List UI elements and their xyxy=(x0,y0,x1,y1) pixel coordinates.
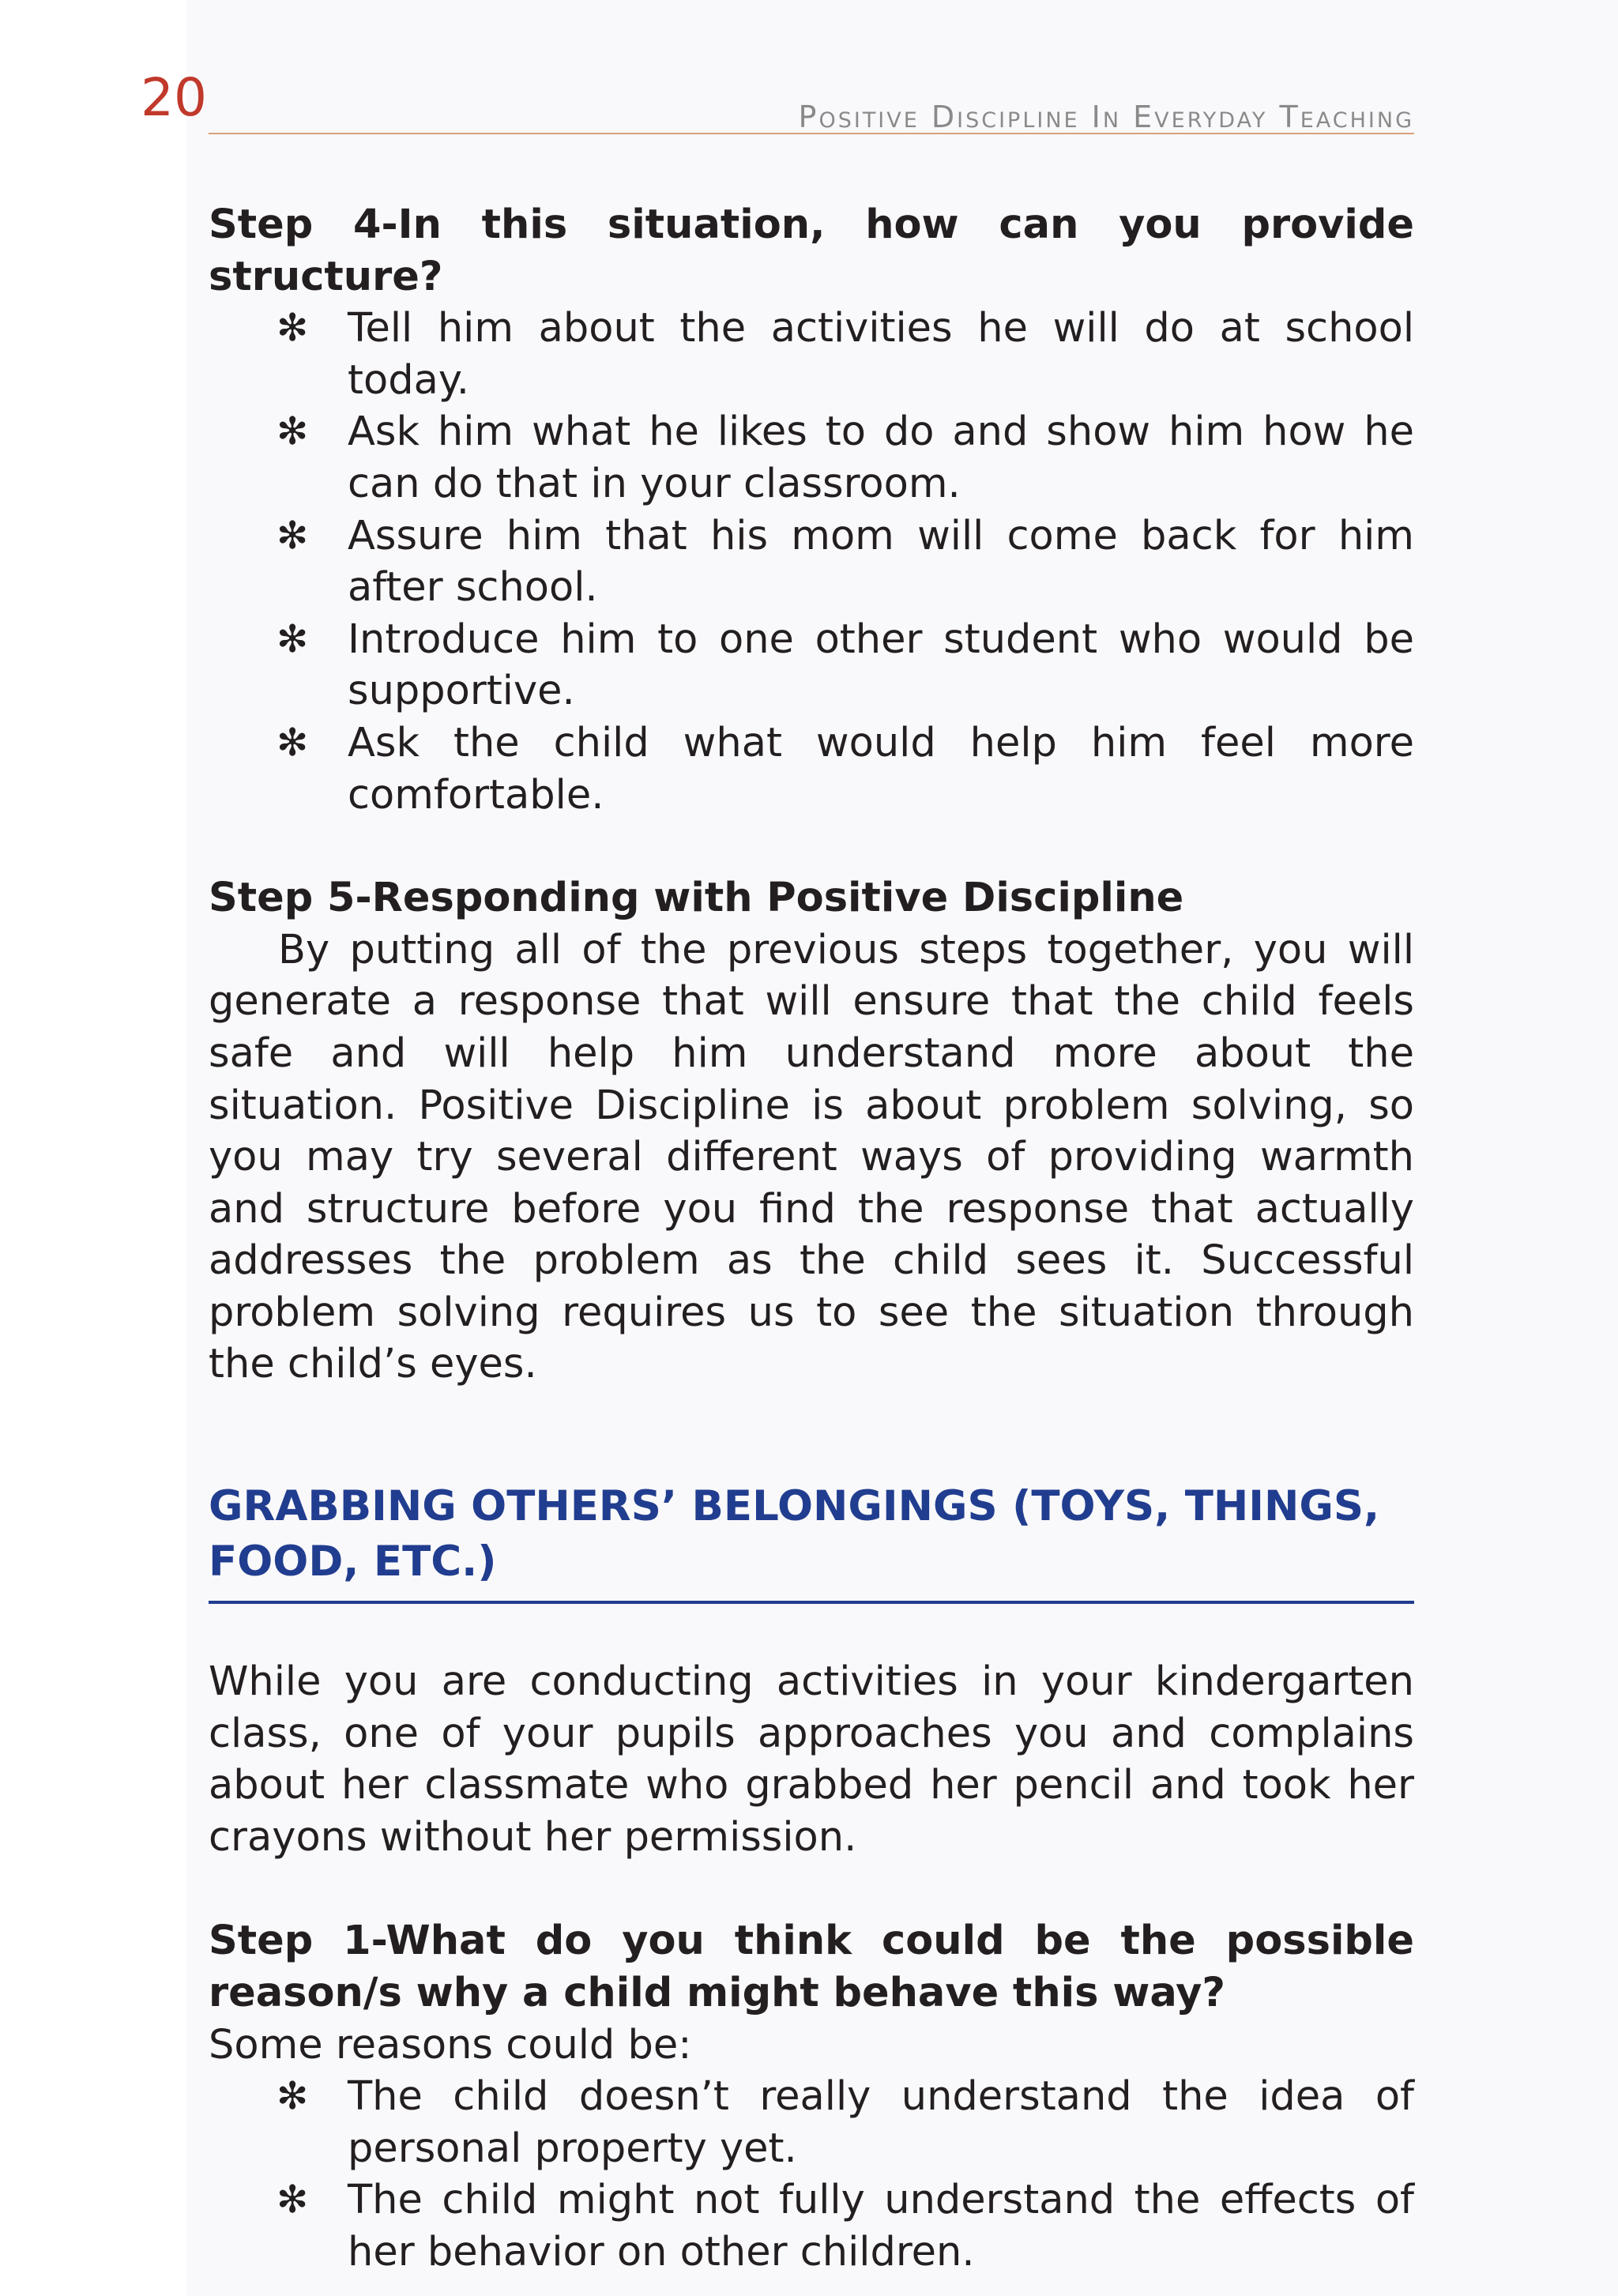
list-item-text: Ask the child what would help him feel more comfortable. xyxy=(348,719,1414,819)
section-title: GRABBING OTHERS’ BELONGINGS (TOYS, THINGS, FOOD, ETC.) xyxy=(209,1479,1414,1604)
list-item-text: Ask him what he likes to do and show him how he can do that in your classroom. xyxy=(348,408,1414,507)
list-item xyxy=(209,717,1414,821)
page-number: 20 xyxy=(141,67,207,128)
spacer xyxy=(209,1391,1414,1479)
bullet-asterisk-icon: ✻ xyxy=(277,2177,309,2223)
list-item xyxy=(209,303,1414,406)
list-item xyxy=(209,614,1414,717)
running-title: Positive Discipline In Everyday Teaching xyxy=(798,100,1414,134)
step5-body: By putting all of the previous steps together, you will generate a response that will ensure that the child feels safe and will help him understand more about the situation. Positive Discipline is about problem solving, so you may try several different ways of providing warmth and structure before you find the response that actually addresses the problem as the child sees it. Successful problem solving requires us to see the situation through the child’s eyes. xyxy=(209,926,1414,1388)
bullet-asterisk-icon: ✻ xyxy=(277,720,309,765)
scenario-paragraph: While you are conducting activities in your kindergarten class, one of your pupils approaches you and complains about her classmate who grabbed her pencil and took her crayons without her permission. xyxy=(209,1658,1414,1861)
list-item xyxy=(209,406,1414,510)
bullet-asterisk-icon: ✻ xyxy=(277,409,309,454)
page-header xyxy=(141,66,1414,134)
spacer xyxy=(209,821,1414,872)
list-item-text: Introduce him to one other student who would be supportive. xyxy=(348,615,1414,715)
step1-heading: Step 1-What do you think could be the possible reason/s why a child might behave this way? xyxy=(209,1918,1414,2017)
spacer xyxy=(209,1604,1414,1656)
bullet-asterisk-icon: ✻ xyxy=(277,2074,309,2119)
list-item xyxy=(209,2174,1414,2278)
step4-list xyxy=(209,303,1414,821)
step5-heading: Step 5-Responding with Positive Discipline xyxy=(209,875,1184,922)
header-rule xyxy=(209,133,1414,134)
list-item xyxy=(209,2071,1414,2174)
step1-list xyxy=(209,2071,1414,2278)
list-item-text: The child doesn’t really understand the idea of personal property yet. xyxy=(348,2073,1414,2172)
bullet-asterisk-icon: ✻ xyxy=(277,306,309,351)
bullet-asterisk-icon: ✻ xyxy=(277,513,309,558)
list-item-text: The child might not fully understand the effects of her behavior on other children. xyxy=(348,2177,1414,2275)
step1-intro: Some reasons could be: xyxy=(209,2021,692,2068)
bullet-asterisk-icon: ✻ xyxy=(277,616,309,661)
list-item-text: Assure him that his mom will come back for him after school. xyxy=(348,512,1414,612)
page-content xyxy=(209,199,1414,2279)
list-item xyxy=(209,510,1414,614)
list-item-text: Tell him about the activities he will do at school today. xyxy=(348,305,1414,404)
step4-heading: Step 4-In this situation, how can you provide structure? xyxy=(209,201,1414,300)
spacer xyxy=(209,1863,1414,1915)
